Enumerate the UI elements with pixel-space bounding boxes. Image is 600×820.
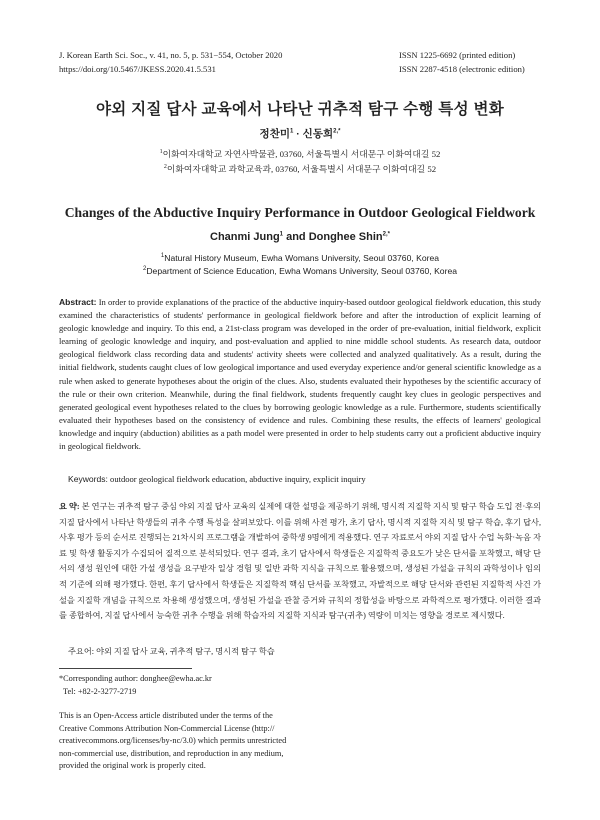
issn-electronic: ISSN 2287-4518 (electronic edition) [399,64,525,74]
keywords-label: Keywords: [68,474,108,484]
corresponding-author-footnote [59,673,212,698]
license-line: provided the original work is properly cited. [59,761,206,771]
license-line: creativecommons.org/licenses/by-nc/3.0) which permits unrestricted [59,736,287,746]
issn-print: ISSN 1225-6692 (printed edition) [399,50,516,60]
abstract-text: In order to provide explanations of the practice of the abductive inquiry-based outdoor geological fieldwork education, this study examined the characteristics of students' performance in geological fieldwork before and after the introduction of explicit learning of geologic knowledge and inquiry. To this end, a 21st-class program was developed in the order of pre-evaluation, initial fieldwork, explicit learning of geologic knowledge and inquiry, and post-evaluation and applied to nine middle school students. As research data, outdoor geological fieldwork class recording data and students' activity sheets were collected and analyzed qualitatively. As a result, during the initial fieldwork, students caught clues of low geological importance and used everyday experience and/or general scientific knowledge as a rule when asked to generate hypotheses about the origin of the clues. Also, students evaluated their hypotheses by the scientific accuracy of the rule or their own criterion. Meanwhile, during the final fieldwork, students frequently caught key clues in geologic perspectives and generated geological event hypotheses related to the clues by borrowing geologic knowledge as a rule. Furthermore, students scientifically evaluated their hypotheses based on the consistency of evidence and rules. Combining these results, the effects of learners' geological knowledge and inquiry (abduction) abilities as a path model were presented in order to help students carry out a proficient abductive inquiry in geological fieldwork. [59,297,541,452]
korean-affiliations [0,147,600,177]
korean-author-2-sup: 2,* [333,128,341,135]
issn-block [399,48,525,76]
english-affiliations [0,252,600,278]
doi-link[interactable]: https://doi.org/10.5467/JKESS.2020.41.5.531 [59,64,216,74]
footnote-divider [59,668,192,669]
korean-affiliation-2-sup: 2 [163,164,167,171]
corresponding-email: *Corresponding author: donghee@ewha.ac.kr [59,674,212,683]
korean-author-1: 정찬미 [259,128,290,140]
korean-abstract-text: 본 연구는 귀추적 탐구 중심 야외 지질 답사 교육의 실제에 대한 설명을 제공하기 위해, 명시적 지질학 지식 및 탐구 학습 도입 전·후의 지질 답사에서 나타난 학생들의 귀추 수행 특성을 살펴보았다. 이를 위해 사전 평가, 초기 답사, 명시적 지질학 지식 및 탐구 학습, 후기 답사, 사후 평가 등의 순서로 진행되는 21차시의 프로그램을 개발하여 중학생 9명에게 적용했다. 연구 자료로서 야외 지질 답사 수업 녹화·녹음 자료 및 학생 활동지가 수집되어 질적으로 분석되었다. 연구 결과, 초기 답사에서 학생들은 지질학적 중요도가 낮은 단서를 포착했고, 해당 단서의 생성 원인에 대한 가설 생성을 요구받자 일상 경험 및 일반 과학 지식을 규칙으로 활용했으며, 생성된 가설을 규칙의 과학성이나 임의적 기준에 의해 평가했다. 한편, 후기 답사에서 학생들은 지질학적 핵심 단서를 포착했고, 자발적으로 해당 단서와 관련된 지질학적 사건 가설을 지질학 개념을 규칙으로 차용해 생성했으며, 생성된 가설을 관찰 증거와 규칙의 정합성을 바탕으로 과학적으로 평가했다. 이러한 결과를 종합하여, 지질 답사에서 능숙한 귀추 수행을 위해 학습자의 지질학 지식과 탐구(귀추) 역량이 미치는 영향을 경로로 제시했다. [59,502,541,621]
english-affiliation-2-text: Department of Science Education, Ewha Womans University, Seoul 03760, Korea [146,266,457,276]
english-affiliation-1-text: Natural History Museum, Ewha Womans University, Seoul 03760, Korea [164,253,440,263]
english-keywords [68,473,538,486]
korean-authors [0,126,600,141]
english-affiliation-2-sup: 2 [143,266,147,273]
korean-affiliation-1 [0,147,600,162]
korean-abstract [59,499,541,624]
author-and: and [283,231,309,243]
english-affiliation-1 [0,252,600,265]
license-line: Creative Commons Attribution Non-Commercial License (http:// [59,723,275,733]
english-author-1: Chanmi Jung [210,231,280,243]
english-author-2-sup: 2,* [382,231,390,238]
english-author-1-sup: 1 [279,231,284,238]
english-title: Changes of the Abductive Inquiry Performance in Outdoor Geological Fieldwork [64,205,536,220]
english-authors [0,231,600,243]
open-access-license [59,710,319,773]
journal-citation: J. Korean Earth Sci. Soc., v. 41, no. 5, p. 531−554, October 2020 [59,50,283,60]
english-affiliation-1-sup: 1 [160,253,165,260]
korean-author-2: 신동희 [302,128,334,140]
korean-keywords [68,645,538,658]
korean-affiliation-2-text: 이화여자대학교 과학교육과, 03760, 서울특별시 서대문구 이화여대길 52 [166,164,437,174]
license-line: This is an Open-Access article distributed under the terms of the [59,711,273,720]
author-separator: · [293,128,303,140]
korean-abstract-label: 요 약: [59,502,80,511]
korean-affiliation-1-sup: 1 [159,149,163,156]
korean-author-1-sup: 1 [289,128,294,135]
corresponding-tel: Tel: +82-2-3277-2719 [63,686,137,696]
english-author-2: Donghee Shin [308,231,383,243]
keywords-text: outdoor geological fieldwork education, abductive inquiry, explicit inquiry [107,474,366,484]
journal-citation-block [59,48,282,76]
korean-title: 야외 지질 답사 교육에서 나타난 귀추적 탐구 수행 특성 변화 [95,101,504,118]
english-affiliation-2 [0,265,600,278]
korean-affiliation-2 [0,162,600,177]
korean-affiliation-1-text: 이화여자대학교 자연사박물관, 03760, 서울특별시 서대문구 이화여대길 52 [162,149,441,159]
korean-keywords-text: 야외 지질 답사 교육, 귀추적 탐구, 명시적 탐구 학습 [94,647,275,656]
license-line: non-commercial use, distribution, and reproduction in any medium, [59,748,284,758]
abstract-label: Abstract: [59,297,97,307]
korean-keywords-label: 주요어: [68,647,95,656]
english-abstract [59,296,541,453]
